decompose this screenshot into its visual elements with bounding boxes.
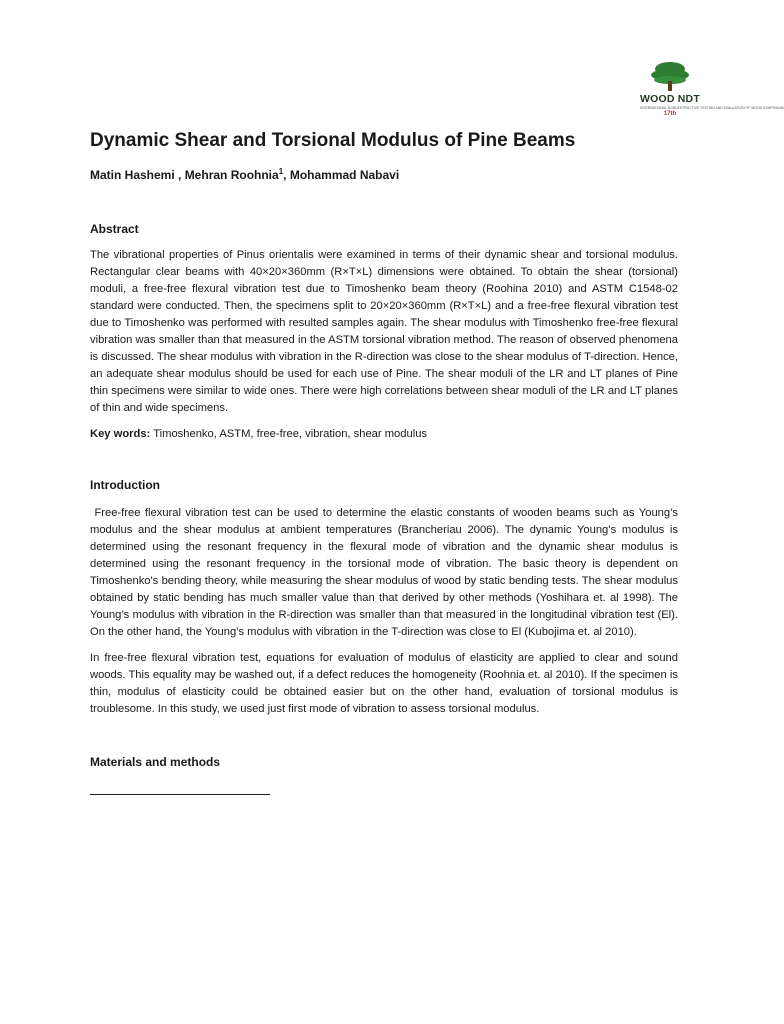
authors-part2: , Mohammad Nabavi [283,168,400,182]
author-list [90,167,678,183]
logo-title: WOOD NDT [640,93,700,105]
paper-content [90,128,682,795]
logo-edition: 17th [663,111,677,117]
introduction-paragraph-1: Free-free flexural vibration test can be used to determine the elastic constants of wooden beams such as Young’s modulus and the shear modulus at ambient temperatures (Brancheriau 2006). The dynamic Young’s modulus is determined using the resonant frequency in the flexural mode of vibration and the dynamic shear modulus is determined using the resonant frequency in the torsional mode of vibration. The basic theory is dependent on Timoshenko's bending theory, while measuring the shear modulus of wood by static bending tests. The shear modulus obtained by static bending has much smaller value than that derived by other methods (Yoshihara et. al 1998). The Young’s modulus with vibration in the R-direction was smaller than that measured in the longitudinal vibration test (El). On the other hand, the Young’s modulus with vibration in the T-direction was close to El (Kubojima et. al 2010). [90,507,682,638]
logo-subtitle: INTERNATIONAL NONDESTRUCTIVE TESTING AND EVALUATION OF WOOD SYMPOSIUM [640,106,784,110]
keywords-label: Key words: [90,428,151,440]
wood-ndt-logo [640,60,784,117]
paper-title: Dynamic Shear and Torsional Modulus of Pine Beams [90,130,576,151]
abstract-text: The vibrational properties of Pinus orientalis were examined in terms of their dynamic shear and torsional modulus. Rectangular clear beams with 40×20×360mm (R×T×L) dimensions were obtained. To obtain the shear (torsional) moduli, a free-free flexural vibration test due to Timoshenko beam theory (Roohina 2010) and ASTM C1548-02 standard were conducted. Then, the specimens split to 20×20×360mm (R×T×L) and a free-free flexural vibration test due to Timoshenko was performed with resulted samples again. The shear modulus with Timoshenko free-free flexural vibration was smaller than that measured in the ASTM torsional vibration method. The reason of observed phenomena is discussed. The shear modulus with vibration in the R-direction was close to the shear modulus of T-direction. Hence, an adequate shear modulus should be used for each use of Pine. The shear moduli of the LR and LT planes of Pine thin specimens were similar to wide ones. There were high correlations between shear moduli of the LR and LT planes of thin and wide specimens. [90,249,678,414]
introduction-paragraph-2: In free-free flexural vibration test, equations for evaluation of modulus of elasticity are applied to clear and sound woods. This equality may be washed out, if a defect reduces the homogeneity (Roohnia et. al 2010). If the specimen is thin, modulus of elasticity could be obtained easier but on the other hand, evaluation of torsional modulus is troublesome. In this study, we used just first mode of vibration to assess torsional modulus. [90,652,678,715]
authors-part1: Matin Hashemi , Mehran Roohnia [90,168,279,182]
abstract-heading: Abstract [90,222,139,236]
methods-heading: Materials and methods [90,755,221,769]
introduction-heading: Introduction [90,478,160,492]
tree-icon [648,60,692,92]
keywords [90,426,678,443]
footnote-divider [90,794,270,795]
keywords-text: Timoshenko, ASTM, free-free, vibration, shear modulus [150,428,428,440]
author-affiliation-mark: 1 [278,167,284,176]
